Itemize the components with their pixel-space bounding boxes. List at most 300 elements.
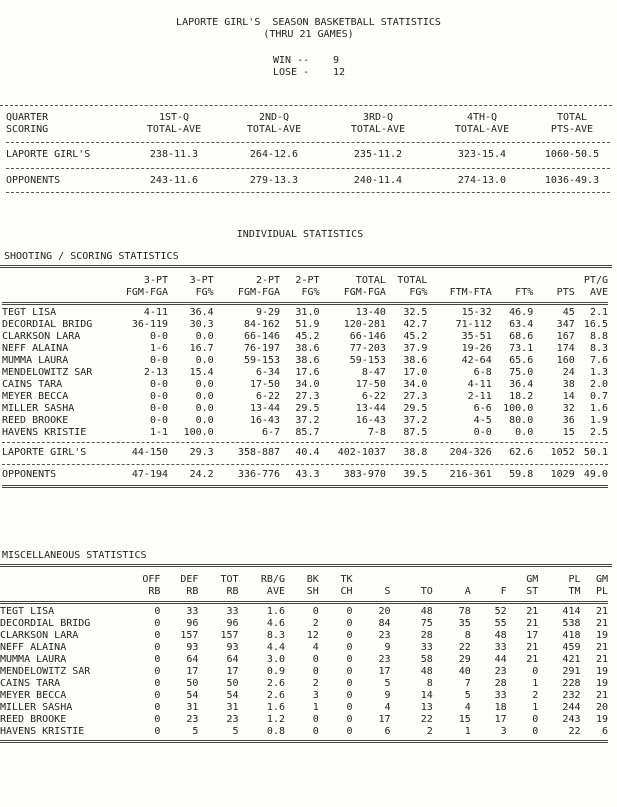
stat-cell: 17-50 [249, 379, 281, 390]
stat-cell: 13-44 [355, 403, 386, 414]
stat-cell: 279-13.3 [249, 175, 299, 186]
stat-cell: 8 [426, 678, 433, 689]
column-header: TM [568, 586, 581, 597]
table-row [2, 307, 608, 319]
stat-cell: 0-0 [473, 427, 492, 438]
stat-cell: 32 [562, 403, 575, 414]
stat-cell: 48 [420, 606, 433, 617]
stat-cell: 0 [346, 654, 353, 665]
stat-cell: 33 [494, 690, 507, 701]
stat-cell: 66-146 [349, 331, 386, 342]
stat-cell: 2.1 [589, 307, 608, 318]
stat-cell: 64 [226, 654, 239, 665]
table-row [6, 174, 610, 188]
player-name: DECORDIAL BRIDG [0, 618, 91, 629]
table-row [2, 427, 608, 439]
stat-cell: 0 [346, 630, 353, 641]
stat-cell: 8.3 [266, 630, 285, 641]
stat-cell: 6-34 [255, 367, 281, 378]
stat-cell: 1029 [550, 469, 575, 480]
stat-cell: 2-11 [467, 391, 492, 402]
stat-cell: 0 [154, 666, 161, 677]
stat-cell: 84 [378, 618, 391, 629]
stat-cell: 15.4 [189, 367, 214, 378]
stat-cell: 33 [186, 606, 199, 617]
win-label: WIN -- [273, 55, 310, 66]
column-header: TOT [220, 574, 239, 585]
stat-cell: 22 [568, 726, 581, 737]
stat-cell: 0-0 [149, 391, 169, 402]
stat-cell: 43.3 [295, 469, 320, 480]
stat-cell: 59-153 [349, 355, 386, 366]
stat-cell: 8 [464, 630, 471, 641]
stat-cell: 2 [532, 690, 539, 701]
stat-cell: 4-11 [467, 379, 492, 390]
table-row [2, 379, 608, 391]
stat-cell: 402-1037 [337, 447, 386, 458]
stat-cell: 12 [306, 630, 319, 641]
stat-cell: 6-6 [473, 403, 492, 414]
stat-cell: 204-326 [449, 447, 492, 458]
table-row [0, 654, 608, 666]
separator [0, 738, 608, 744]
separator-row [6, 136, 610, 148]
stat-cell: 27.3 [403, 391, 428, 402]
stat-cell: 383-970 [343, 469, 386, 480]
stat-cell: 84-162 [243, 319, 281, 330]
stat-cell: 0 [154, 630, 161, 641]
stat-cell: 2 [426, 726, 433, 737]
column-header: A [464, 586, 471, 597]
stat-cell: 2.6 [266, 690, 285, 701]
stat-cell: 0 [346, 678, 353, 689]
stat-cell: 36.4 [189, 307, 214, 318]
stat-cell: 414 [562, 606, 581, 617]
stat-cell: 21 [526, 642, 539, 653]
divider [0, 265, 612, 268]
column-header: TOTAL-AVE [350, 124, 406, 135]
column-header: SH [306, 586, 319, 597]
separator-row [0, 598, 608, 606]
stat-cell: 5 [192, 726, 199, 737]
column-header: AVE [589, 287, 608, 298]
stat-cell: 62.6 [509, 447, 534, 458]
stat-cell: 5 [464, 690, 471, 701]
stat-cell: 4 [464, 702, 471, 713]
stat-cell: 0 [312, 606, 319, 617]
stat-cell: 33 [494, 642, 507, 653]
stat-cell: 38 [562, 379, 575, 390]
stat-cell: 44-150 [131, 447, 169, 458]
stat-cell: 8.3 [589, 343, 608, 354]
stat-cell: 68.6 [509, 331, 534, 342]
stat-cell: 31 [186, 702, 199, 713]
stat-cell: 59.8 [509, 469, 534, 480]
table-row [2, 331, 608, 343]
column-header [2, 287, 118, 299]
stat-cell: 29 [458, 654, 471, 665]
table-row [2, 343, 608, 355]
stat-cell: 0 [154, 726, 161, 737]
column-header: TOTAL-AVE [246, 124, 302, 135]
individual-stats-title: INDIVIDUAL STATISTICS [236, 229, 364, 240]
stat-cell: 0-0 [149, 415, 169, 426]
column-header: PL [595, 586, 608, 597]
stat-cell: 0.0 [195, 331, 214, 342]
table-row [0, 666, 608, 678]
stat-cell: 96 [226, 618, 239, 629]
player-name: MUMMA LAURA [0, 654, 67, 665]
stat-cell: 22 [420, 714, 433, 725]
stat-cell: 120-281 [343, 319, 386, 330]
stat-cell: 100.0 [183, 427, 214, 438]
column-header: FG% [195, 287, 214, 298]
stat-cell: 23 [226, 714, 239, 725]
stat-cell: 93 [186, 642, 199, 653]
stat-cell: 0 [154, 702, 161, 713]
stat-cell: 85.7 [295, 427, 320, 438]
stat-cell: 0 [532, 714, 539, 725]
stat-cell: 23 [494, 666, 507, 677]
separator [6, 136, 610, 148]
stat-cell: 238-11.3 [149, 149, 199, 160]
stat-cell: 8.8 [589, 331, 608, 342]
column-header [2, 275, 118, 287]
page-subtitle: (THRU 21 GAMES) [263, 29, 354, 40]
stat-cell: 21 [526, 606, 539, 617]
separator [2, 483, 608, 489]
player-name: NEFF ALAINA [2, 343, 69, 354]
stat-cell: 87.5 [403, 427, 428, 438]
stat-cell: 1.3 [589, 367, 608, 378]
stat-cell: 0 [346, 714, 353, 725]
table-row [0, 714, 608, 726]
column-header [353, 574, 391, 586]
stat-cell: 1060-50.5 [544, 149, 600, 160]
header-row [2, 275, 608, 287]
column-header: AVE [266, 586, 285, 597]
stat-cell: 0.8 [266, 726, 285, 737]
stat-cell: 235-11.2 [353, 149, 403, 160]
stat-cell: 0 [346, 642, 353, 653]
stat-cell: 19 [595, 678, 608, 689]
player-name: MENDELOWITZ SAR [2, 367, 93, 378]
stat-cell: 75.0 [509, 367, 534, 378]
lose-label: LOSE - [273, 67, 310, 78]
table-row [2, 403, 608, 415]
table-row [0, 702, 608, 714]
stat-cell: 3.0 [266, 654, 285, 665]
stat-cell: 13-44 [249, 403, 281, 414]
stat-cell: 1.9 [589, 415, 608, 426]
stat-cell: 34.0 [295, 379, 320, 390]
stat-cell: 347 [556, 319, 575, 330]
stat-cell: 45.2 [295, 331, 320, 342]
stat-cell: 18.2 [509, 391, 534, 402]
stat-cell: 1-6 [149, 343, 169, 354]
stat-cell: 418 [562, 630, 581, 641]
stat-cell: 7-8 [367, 427, 386, 438]
team-name: OPPONENTS [6, 175, 61, 186]
separator-row [6, 162, 610, 174]
stat-cell: 39.5 [403, 469, 428, 480]
stat-cell: 50 [186, 678, 199, 689]
stat-cell: 291 [562, 666, 581, 677]
stat-cell: 0 [312, 726, 319, 737]
player-name: CAINS TARA [0, 678, 61, 689]
column-header [492, 275, 534, 287]
stat-cell: 76-197 [243, 343, 281, 354]
stat-cell: 16.5 [583, 319, 608, 330]
divider [0, 564, 612, 567]
table-row [2, 319, 608, 331]
player-name: CAINS TARA [2, 379, 63, 390]
stat-cell: 23 [378, 630, 391, 641]
column-header [0, 586, 118, 598]
separator [0, 598, 608, 606]
stat-cell: 30.3 [189, 319, 214, 330]
stat-cell: 3 [312, 690, 319, 701]
stat-cell: 19 [595, 714, 608, 725]
stat-cell: 38.6 [295, 343, 320, 354]
column-header: 3-PT [189, 275, 214, 286]
stat-cell: 29.5 [295, 403, 320, 414]
stat-cell: 1.6 [266, 606, 285, 617]
stat-cell: 37.2 [403, 415, 428, 426]
stat-cell: 17.6 [295, 367, 320, 378]
stat-cell: 6 [601, 726, 608, 737]
stat-cell: 9 [384, 642, 391, 653]
stat-cell: 0-0 [149, 379, 169, 390]
stat-cell: 37.9 [403, 343, 428, 354]
stat-cell: 23 [186, 714, 199, 725]
page-title: LAPORTE GIRL'S SEASON BASKETBALL STATISTICS [176, 17, 441, 28]
column-header: S [384, 586, 391, 597]
column-header [433, 574, 471, 586]
stat-cell: 1.2 [266, 714, 285, 725]
player-name: MILLER SASHA [0, 702, 73, 713]
column-header: 2-PT [255, 275, 281, 286]
stat-cell: 0.0 [515, 427, 534, 438]
stat-cell: 58 [420, 654, 433, 665]
stat-cell: 0 [346, 618, 353, 629]
stat-cell: 51.9 [295, 319, 320, 330]
player-name: CLARKSON LARA [2, 331, 81, 342]
stat-cell: 21 [595, 690, 608, 701]
stat-cell: 71-112 [455, 319, 492, 330]
stat-cell: 49.0 [583, 469, 608, 480]
column-header [471, 574, 507, 586]
separator [6, 162, 610, 174]
stat-cell: 0 [154, 606, 161, 617]
stat-cell: 4 [384, 702, 391, 713]
column-header: 4TH-Q [466, 112, 498, 123]
table-row [0, 690, 608, 702]
player-name: CLARKSON LARA [0, 630, 79, 641]
column-header: TO [420, 586, 433, 597]
player-name: REED BROOKE [2, 415, 69, 426]
stat-cell: 22 [458, 642, 471, 653]
column-header: GM [595, 574, 608, 585]
stat-cell: 80.0 [509, 415, 534, 426]
team-row [2, 445, 608, 461]
stat-cell: 50 [226, 678, 239, 689]
stat-cell: 40.4 [295, 447, 320, 458]
table-row [0, 678, 608, 690]
stat-cell: 45 [562, 307, 575, 318]
stat-cell: 1.6 [589, 403, 608, 414]
separator-row [6, 188, 610, 196]
stat-cell: 13 [420, 702, 433, 713]
stat-cell: 55 [494, 618, 507, 629]
team-row [2, 467, 608, 483]
stat-cell: 358-887 [237, 447, 281, 458]
stat-cell: 34.0 [403, 379, 428, 390]
stat-cell: 28 [494, 678, 507, 689]
stat-cell: 52 [494, 606, 507, 617]
column-header: FG% [409, 287, 428, 298]
win-value: 9 [333, 55, 340, 66]
stat-cell: 35 [458, 618, 471, 629]
stat-cell: 167 [556, 331, 575, 342]
column-header: FTM-FTA [449, 287, 492, 298]
stat-cell: 17.0 [403, 367, 428, 378]
column-header: FGM-FGA [343, 287, 386, 298]
stat-cell: 0 [154, 654, 161, 665]
stat-cell: 9-29 [255, 307, 281, 318]
separator-row [0, 738, 608, 744]
stat-cell: 5 [232, 726, 239, 737]
column-header: 2-PT [295, 275, 320, 286]
stat-cell: 20 [378, 606, 391, 617]
stat-cell: 21 [595, 642, 608, 653]
stat-cell: 421 [562, 654, 581, 665]
table-row [0, 642, 608, 654]
stat-cell: 160 [556, 355, 575, 366]
stat-cell: 24 [562, 367, 575, 378]
table-row [0, 726, 608, 738]
stat-cell: 44 [494, 654, 507, 665]
column-header [391, 574, 433, 586]
stat-cell: 174 [556, 343, 575, 354]
stat-cell: 31.0 [295, 307, 320, 318]
stat-cell: 0 [346, 702, 353, 713]
stat-cell: 16-43 [355, 415, 386, 426]
stat-cell: 19 [595, 630, 608, 641]
stat-cell: 5 [384, 678, 391, 689]
stat-cell: 15-32 [461, 307, 492, 318]
stat-cell: 0 [154, 714, 161, 725]
stat-cell: 15 [562, 427, 575, 438]
stat-cell: 0.0 [195, 355, 214, 366]
quarter-scoring-table [6, 112, 610, 196]
header-row [6, 112, 610, 124]
stat-cell: 274-13.0 [457, 175, 507, 186]
stat-cell: 1052 [550, 447, 575, 458]
stat-cell: 14 [562, 391, 575, 402]
stat-cell: 0.9 [266, 666, 285, 677]
stat-cell: 16-43 [249, 415, 281, 426]
stat-cell: 36 [562, 415, 575, 426]
stat-cell: 6-22 [255, 391, 281, 402]
column-header: PL [568, 574, 581, 585]
stat-cell: 4-11 [143, 307, 169, 318]
stat-cell: 38.6 [295, 355, 320, 366]
team-name: OPPONENTS [2, 469, 57, 480]
stat-cell: 232 [562, 690, 581, 701]
stat-cell: 29.5 [403, 403, 428, 414]
misc-title: MISCELLANEOUS STATISTICS [2, 550, 147, 561]
stat-cell: 0-0 [149, 403, 169, 414]
stat-cell: 47-194 [131, 469, 169, 480]
stat-cell: 6 [384, 726, 391, 737]
player-name: REED BROOKE [0, 714, 67, 725]
stat-cell: 0 [154, 642, 161, 653]
player-name: MILLER SASHA [2, 403, 75, 414]
column-header: OFF [142, 574, 161, 585]
stat-cell: 1.6 [266, 702, 285, 713]
misc-table [0, 574, 608, 744]
stat-cell: 0.0 [195, 415, 214, 426]
stat-cell: 244 [562, 702, 581, 713]
stat-cell: 2-13 [143, 367, 169, 378]
separator [2, 299, 608, 307]
stat-cell: 0 [312, 654, 319, 665]
team-name: LAPORTE GIRL'S [2, 447, 87, 458]
stat-cell: 29.3 [189, 447, 214, 458]
column-header: RB [186, 586, 199, 597]
stat-cell: 0 [154, 678, 161, 689]
stat-cell: 33 [420, 642, 433, 653]
stat-cell: 54 [226, 690, 239, 701]
stat-cell: 59-153 [243, 355, 281, 366]
column-header: DEF [180, 574, 199, 585]
player-name: TEGT LISA [2, 307, 57, 318]
column-header [533, 275, 575, 287]
header-row [0, 586, 608, 598]
stat-cell: 538 [562, 618, 581, 629]
column-header: SCORING [6, 124, 49, 135]
stat-cell: 0-0 [149, 331, 169, 342]
stat-cell: 1-1 [149, 427, 169, 438]
stat-cell: 0 [346, 606, 353, 617]
stat-cell: 64 [186, 654, 199, 665]
table-row [0, 618, 608, 630]
column-header: FGM-FGA [237, 287, 281, 298]
stat-cell: 46.9 [509, 307, 534, 318]
stat-cell: 96 [186, 618, 199, 629]
column-header: QUARTER [6, 112, 49, 123]
stat-cell: 20 [595, 702, 608, 713]
stat-cell: 2.5 [589, 427, 608, 438]
stat-cell: 264-12.6 [249, 149, 299, 160]
stat-cell: 18 [494, 702, 507, 713]
stat-cell: 243-11.6 [149, 175, 199, 186]
stat-cell: 2 [312, 618, 319, 629]
stat-cell: 33 [226, 606, 239, 617]
table-row [6, 148, 610, 162]
separator-row [2, 483, 608, 489]
column-header: F [500, 586, 507, 597]
player-name: MENDELOWITZ SAR [0, 666, 91, 677]
stat-cell: 54 [186, 690, 199, 701]
stat-cell: 4.4 [266, 642, 285, 653]
stat-cell: 0.0 [195, 403, 214, 414]
table-row [2, 391, 608, 403]
divider [0, 105, 612, 106]
stat-cell: 100.0 [503, 403, 534, 414]
stat-cell: 93 [226, 642, 239, 653]
